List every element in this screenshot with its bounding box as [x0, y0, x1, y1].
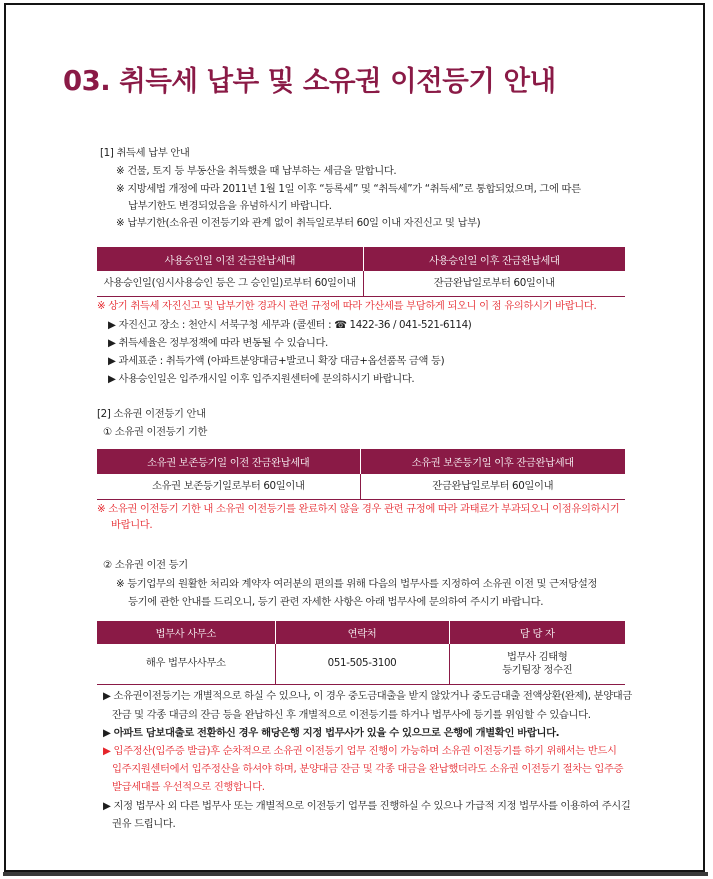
section2-bullet: ▶ 소유권이전등기는 개별적으로 하실 수 있으나, 이 경우 중도금대출을 받지 않았거나 중도금대출 전액상환(완제), 분양대금	[103, 690, 632, 702]
section2-bullet: 입주지원센터에서 입주정산을 하셔야 하며, 분양대금 잔금 및 각종 대금을 완납했더라도 소유권 이전등기 절차는 입주증	[112, 763, 624, 775]
table-cell: 잔금완납일로부터 60일이내	[363, 271, 625, 296]
tax-deadline-table	[97, 247, 625, 297]
section1-warning: ※ 상기 취득세 자진신고 및 납부기한 경과시 관련 규정에 따라 가산세를 부담하게 되오니 이 점 유의하시기 바랍니다.	[97, 300, 597, 312]
section1-heading: [1] 취득세 납부 안내	[100, 147, 190, 159]
section1-note: ※ 건물, 토지 등 부동산을 취득했을 때 납부하는 세금을 말합니다.	[116, 165, 397, 177]
table-header: 연락처	[275, 621, 449, 644]
section2-subheading: ① 소유권 이전등기 기한	[103, 426, 208, 438]
section2-warning: 바랍니다.	[111, 519, 153, 531]
section1-bullet: ▶ 자진신고 장소 : 천안시 서북구청 세무과 (콜센터 : ☎ 1422-36 / 041-521-6114)	[108, 319, 472, 331]
section1-note: 납부기한도 변경되었음을 유념하시기 바랍니다.	[128, 200, 332, 212]
table-header: 담 당 자	[449, 621, 625, 644]
section2-bullet: ▶ 아파트 담보대출로 전환하신 경우 해당은행 지정 법무사가 있을 수 있으므로 은행에 개별확인 바랍니다.	[103, 727, 560, 739]
section2-note: 등기에 관한 안내를 드리오니, 등기 관련 자세한 사항은 아래 법무사에 문의하여 주시기 바랍니다.	[128, 596, 544, 608]
section2-subheading: ② 소유권 이전 등기	[103, 559, 188, 571]
law-office-phone: 051-505-3100	[275, 644, 449, 684]
table-header: 법무사 사무소	[97, 621, 275, 644]
section1-bullet: ▶ 취득세율은 정부정책에 따라 변동될 수 있습니다.	[108, 337, 328, 349]
section1-note: ※ 납부기한(소유권 이전등기와 관계 없이 취득일로부터 60일 이내 자진신고 및 납부)	[116, 217, 481, 229]
section1-bullet: ▶ 과세표준 : 취득가액 (아파트분양대금+발코니 확장 대금+옵션품목 금액 등)	[108, 355, 445, 367]
table-header: 소유권 보존등기일 이전 잔금완납세대	[97, 449, 360, 474]
section2-warning: ※ 소유권 이전등기 기한 내 소유권 이전등기를 완료하지 않을 경우 관련 규정에 따라 과태료가 부과되오니 이점유의하시기	[97, 503, 620, 515]
section2-bullet: 발급세대를 우선적으로 진행합니다.	[112, 781, 265, 793]
law-office-table	[97, 621, 625, 685]
section2-bullet: 잔금 및 각종 대금의 잔금 등을 완납하신 후 개별적으로 이전등기를 하거나 법무사에 등기를 위임할 수 있습니다.	[112, 709, 591, 721]
section2-bullet: 권유 드립니다.	[112, 818, 176, 830]
table-header: 사용승인일 이후 잔금완납세대	[363, 247, 625, 271]
page-title: 03. 취득세 납부 및 소유권 이전등기 안내	[63, 65, 556, 97]
section1-note: ※ 지방세법 개정에 따라 2011년 1월 1일 이후 “등록세” 및 “취득세”가 “취득세”로 통합되었으며, 그에 따른	[116, 183, 581, 195]
law-office-contacts	[449, 644, 625, 684]
section2-note: ※ 등기업무의 원활한 처리와 계약자 여러분의 편의를 위해 다음의 법무사를 지정하여 소유권 이전 및 근저당설정	[116, 578, 598, 590]
section1-bullet: ▶ 사용승인일은 입주개시일 이후 입주지원센터에 문의하시기 바랍니다.	[108, 373, 415, 385]
contact-person: 등기팀장 정수진	[502, 663, 573, 676]
section2-heading: [2] 소유권 이전등기 안내	[97, 408, 206, 420]
table-header: 사용승인일 이전 잔금완납세대	[97, 247, 363, 271]
section2-bullet: ▶ 입주정산(입주증 발급)후 순차적으로 소유권 이전등기 업무 진행이 가능하며 소유권 이전등기를 하기 위해서는 반드시	[103, 745, 617, 757]
table-cell: 소유권 보존등기일로부터 60일이내	[97, 474, 360, 499]
table-header: 소유권 보존등기일 이후 잔금완납세대	[360, 449, 625, 474]
registration-deadline-table	[97, 449, 625, 500]
table-cell: 잔금완납일로부터 60일이내	[360, 474, 625, 499]
contact-person: 법무사 김태형	[506, 650, 568, 663]
law-office-name: 해우 법무사사무소	[97, 644, 275, 684]
table-cell: 사용승인일(임시사용승인 등은 그 승인일)로부터 60일이내	[97, 271, 363, 296]
section2-bullet: ▶ 지정 법무사 외 다른 법무사 또는 개별적으로 이전등기 업무를 진행하실 수 있으나 가급적 지정 법무사를 이용하여 주시길	[103, 800, 631, 812]
